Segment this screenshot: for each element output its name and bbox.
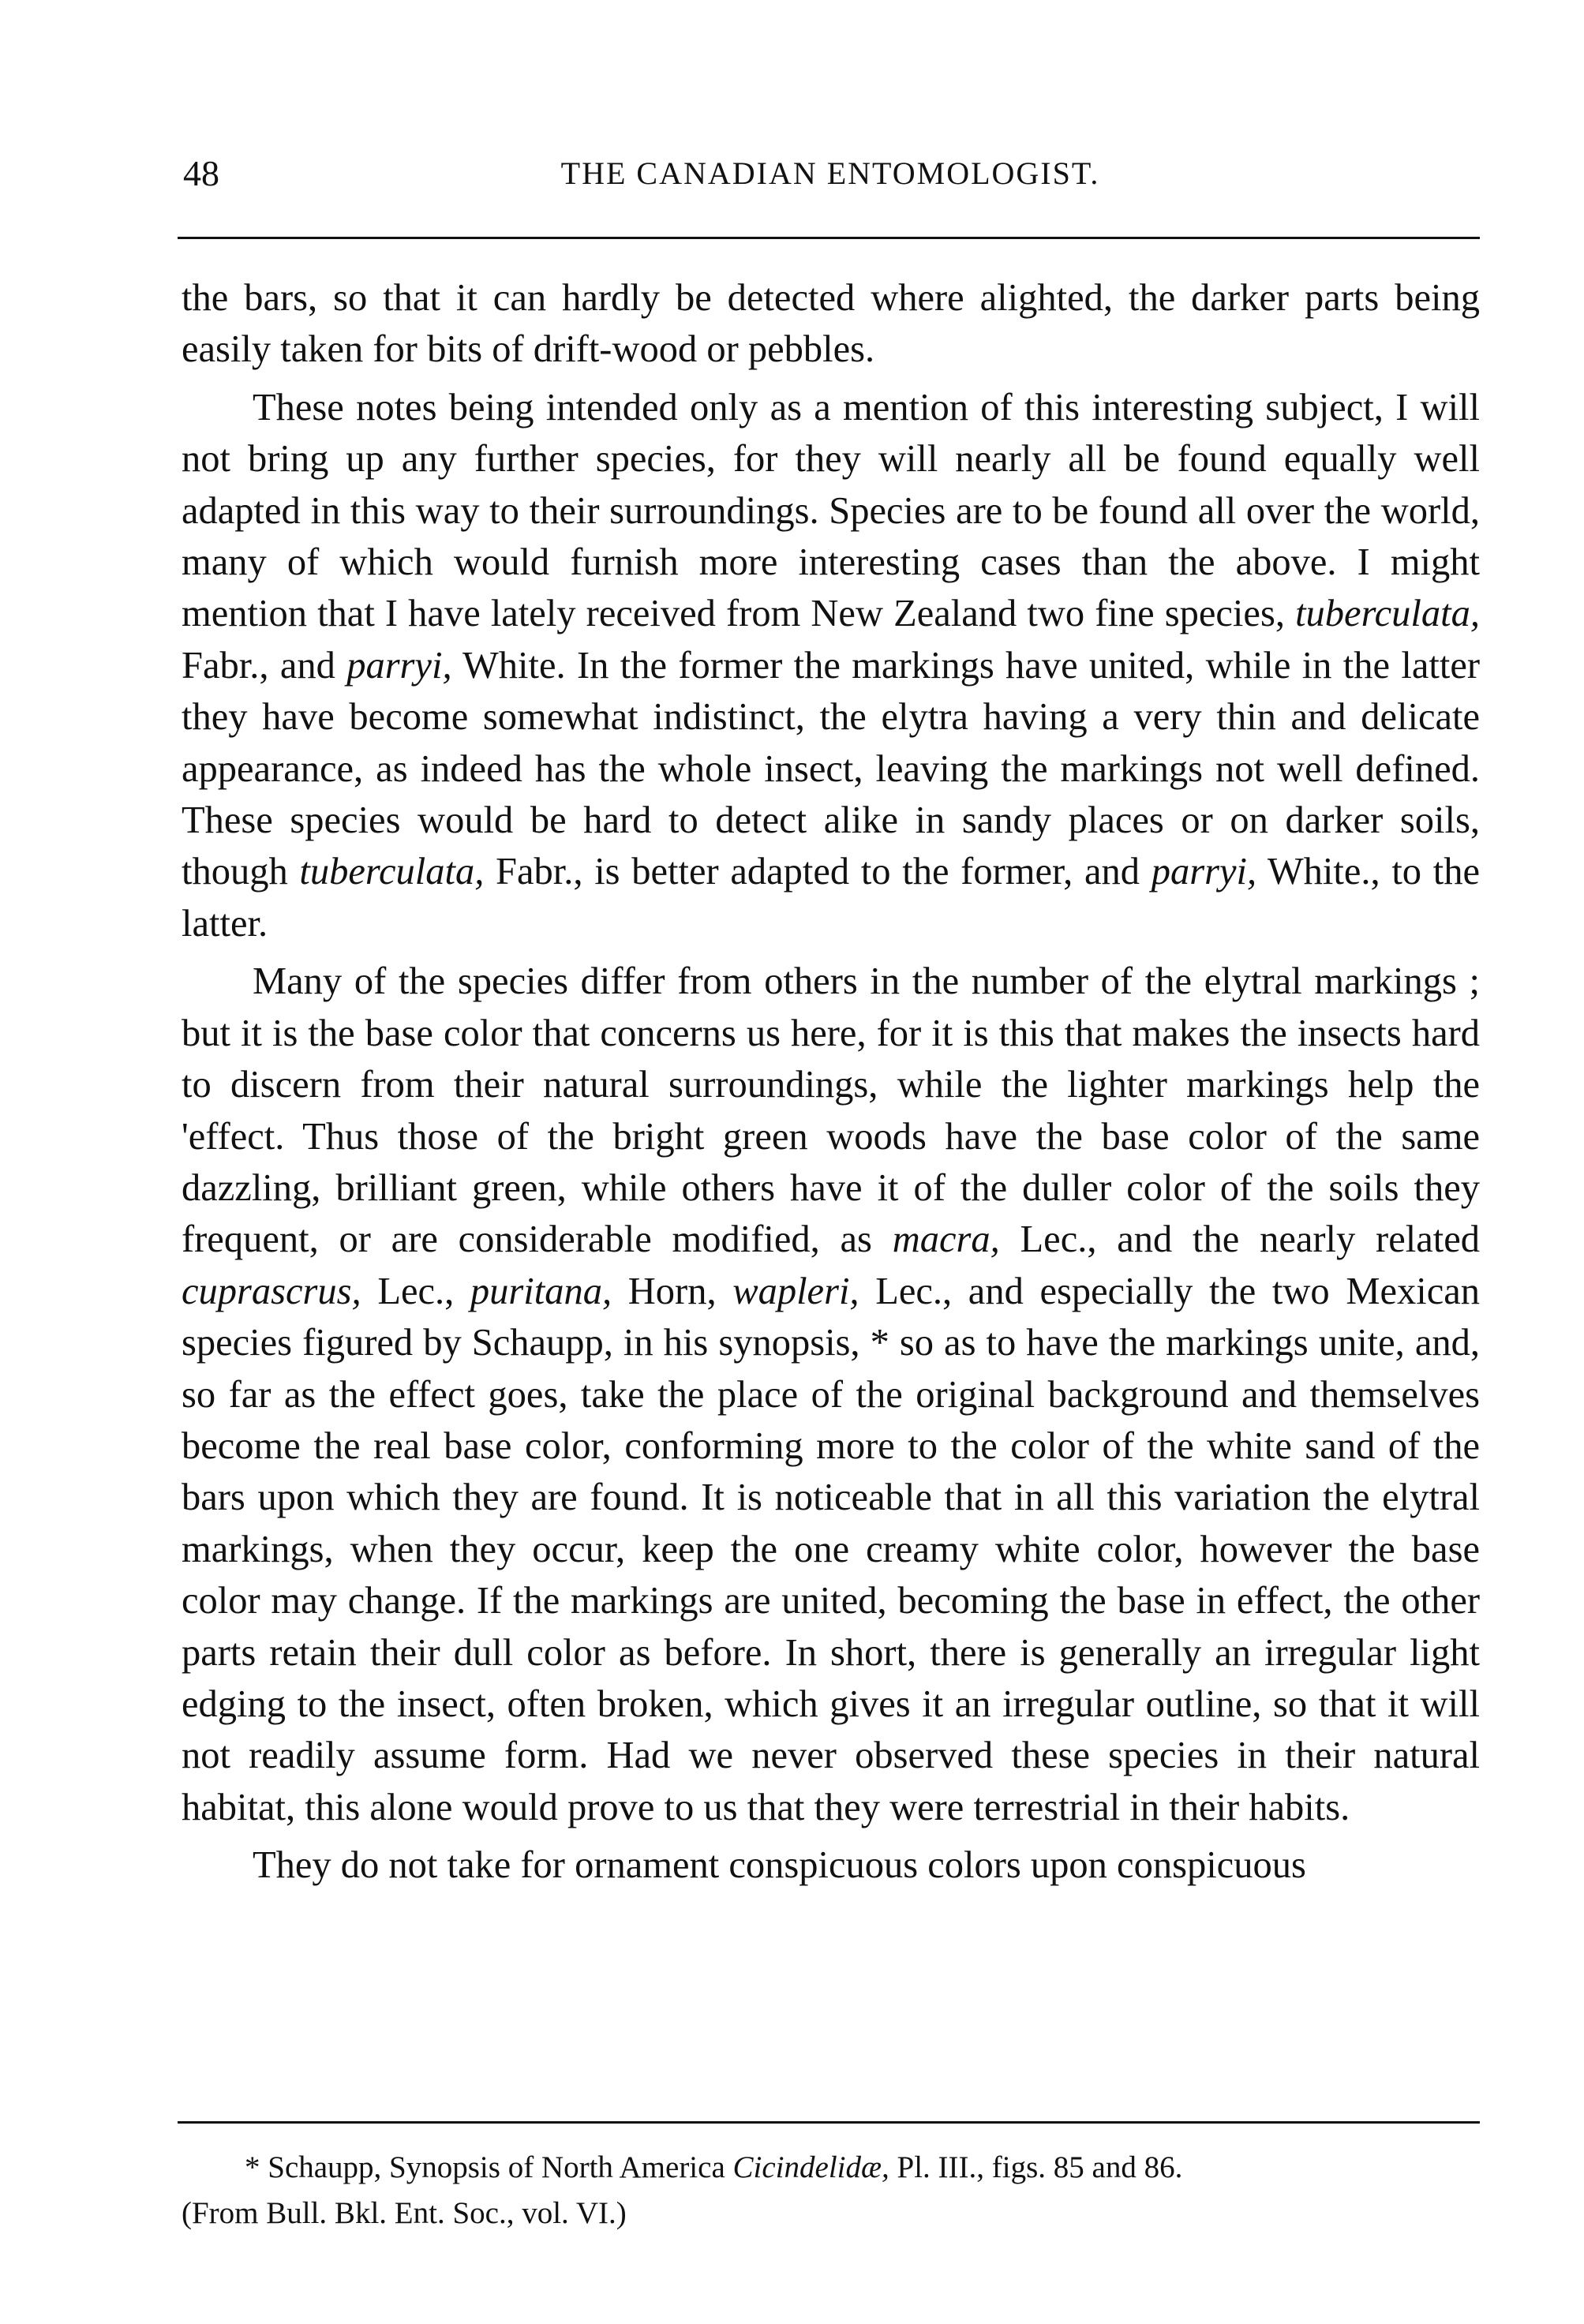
italic-taxon: wapleri, <box>732 1270 859 1312</box>
italic-taxon: cuprascrus, <box>182 1270 361 1312</box>
page-number: 48 <box>183 153 219 193</box>
italic-taxon: parryi, <box>1151 851 1257 893</box>
header-rule <box>178 237 1480 239</box>
italic-taxon: macra, <box>892 1218 1000 1261</box>
text-run: Horn, <box>612 1270 733 1312</box>
text-run: They do not take for ornament conspicuous colors upon conspicuous <box>253 1844 1306 1887</box>
text-run: the bars, so that it can hardly be detected where alighted, the darker parts being easily taken for bits of drift-wood or pebbles. <box>182 277 1480 371</box>
running-title: THE CANADIAN ENTOMOLOGIST. <box>560 155 1100 191</box>
paragraph <box>182 272 1480 376</box>
text-run: Pl. III., figs. 85 and 86. <box>889 2150 1183 2184</box>
italic-taxon: puritana, <box>470 1270 612 1312</box>
footnote <box>182 2145 1480 2236</box>
text-run: Fabr., and <box>182 644 347 687</box>
text-run: Lec., <box>361 1270 470 1312</box>
text-run: * Schaupp, Synopsis of North America <box>245 2150 733 2184</box>
italic-taxon: tuberculata, <box>299 851 485 893</box>
paragraph <box>182 956 1480 1833</box>
text-run: White., to the latter. <box>182 851 1480 945</box>
italic-taxon: Cicindelidæ, <box>732 2150 889 2184</box>
text-run: Lec., and the nearly related <box>999 1218 1480 1261</box>
text-run: White. In the former the markings have united, while in the latter they have become somewhat indistinct, the elytra having a very thin and delicate appearance, as indeed has the whole insect, leaving the markings not well defined. These species would be hard to detect alike in sandy places or on darker soils, though <box>182 644 1480 893</box>
paragraph <box>182 382 1480 949</box>
text-run: Lec., and especially the two Mexican species figured by Schaupp, in his synopsis, * so as to have the markings unite, and, so far as the effect goes, take the place of the original background and themselves become the real base color, conforming more to the color of the white sand of the bars upon which they are found. It is noticeable that in all this variation the elytral markings, when they occur, keep the one creamy white color, however the base color may change. If the markings are united, becoming the base in effect, the other parts retain their dull color as before. In short, there is generally an irregular light edging to the insect, often broken, which gives it an irregular outline, so that it will not readily assume form. Had we never observed these species in their natural habitat, this alone would prove to us that they were terrestrial in their habits. <box>182 1270 1480 1828</box>
italic-taxon: tuberculata, <box>1295 593 1480 635</box>
body-text <box>182 272 1480 1892</box>
page-header <box>183 150 1477 197</box>
footnote-line-1 <box>182 2145 1480 2191</box>
text-run: Fabr., is better adapted to the former, and <box>484 851 1151 893</box>
footnote-rule <box>178 2121 1480 2124</box>
text-run: Many of the species differ from others in the number of the elytral markings ; but it is the base color that concerns us here, for it is this that makes the insects hard to discern from their natural surroundings, while the lighter markings help the 'effect. Thus those of the bright green woods have the base color of the same dazzling, brilliant green, while others have it of the duller color of the soils they frequent, or are considerable modified, as <box>182 960 1480 1261</box>
italic-taxon: parryi, <box>346 644 452 687</box>
text-run: These notes being intended only as a mention of this interesting subject, I will not bring up any further species, for they will nearly all be found equally well adapted in this way to their surroundings. Species are to be found all over the world, many of which would furnish more interesting cases than the above. I might mention that I have lately received from New Zealand two fine species, <box>182 386 1480 635</box>
paragraph <box>182 1839 1480 1891</box>
footnote-line-2: (From Bull. Bkl. Ent. Soc., vol. VI.) <box>182 2196 627 2230</box>
